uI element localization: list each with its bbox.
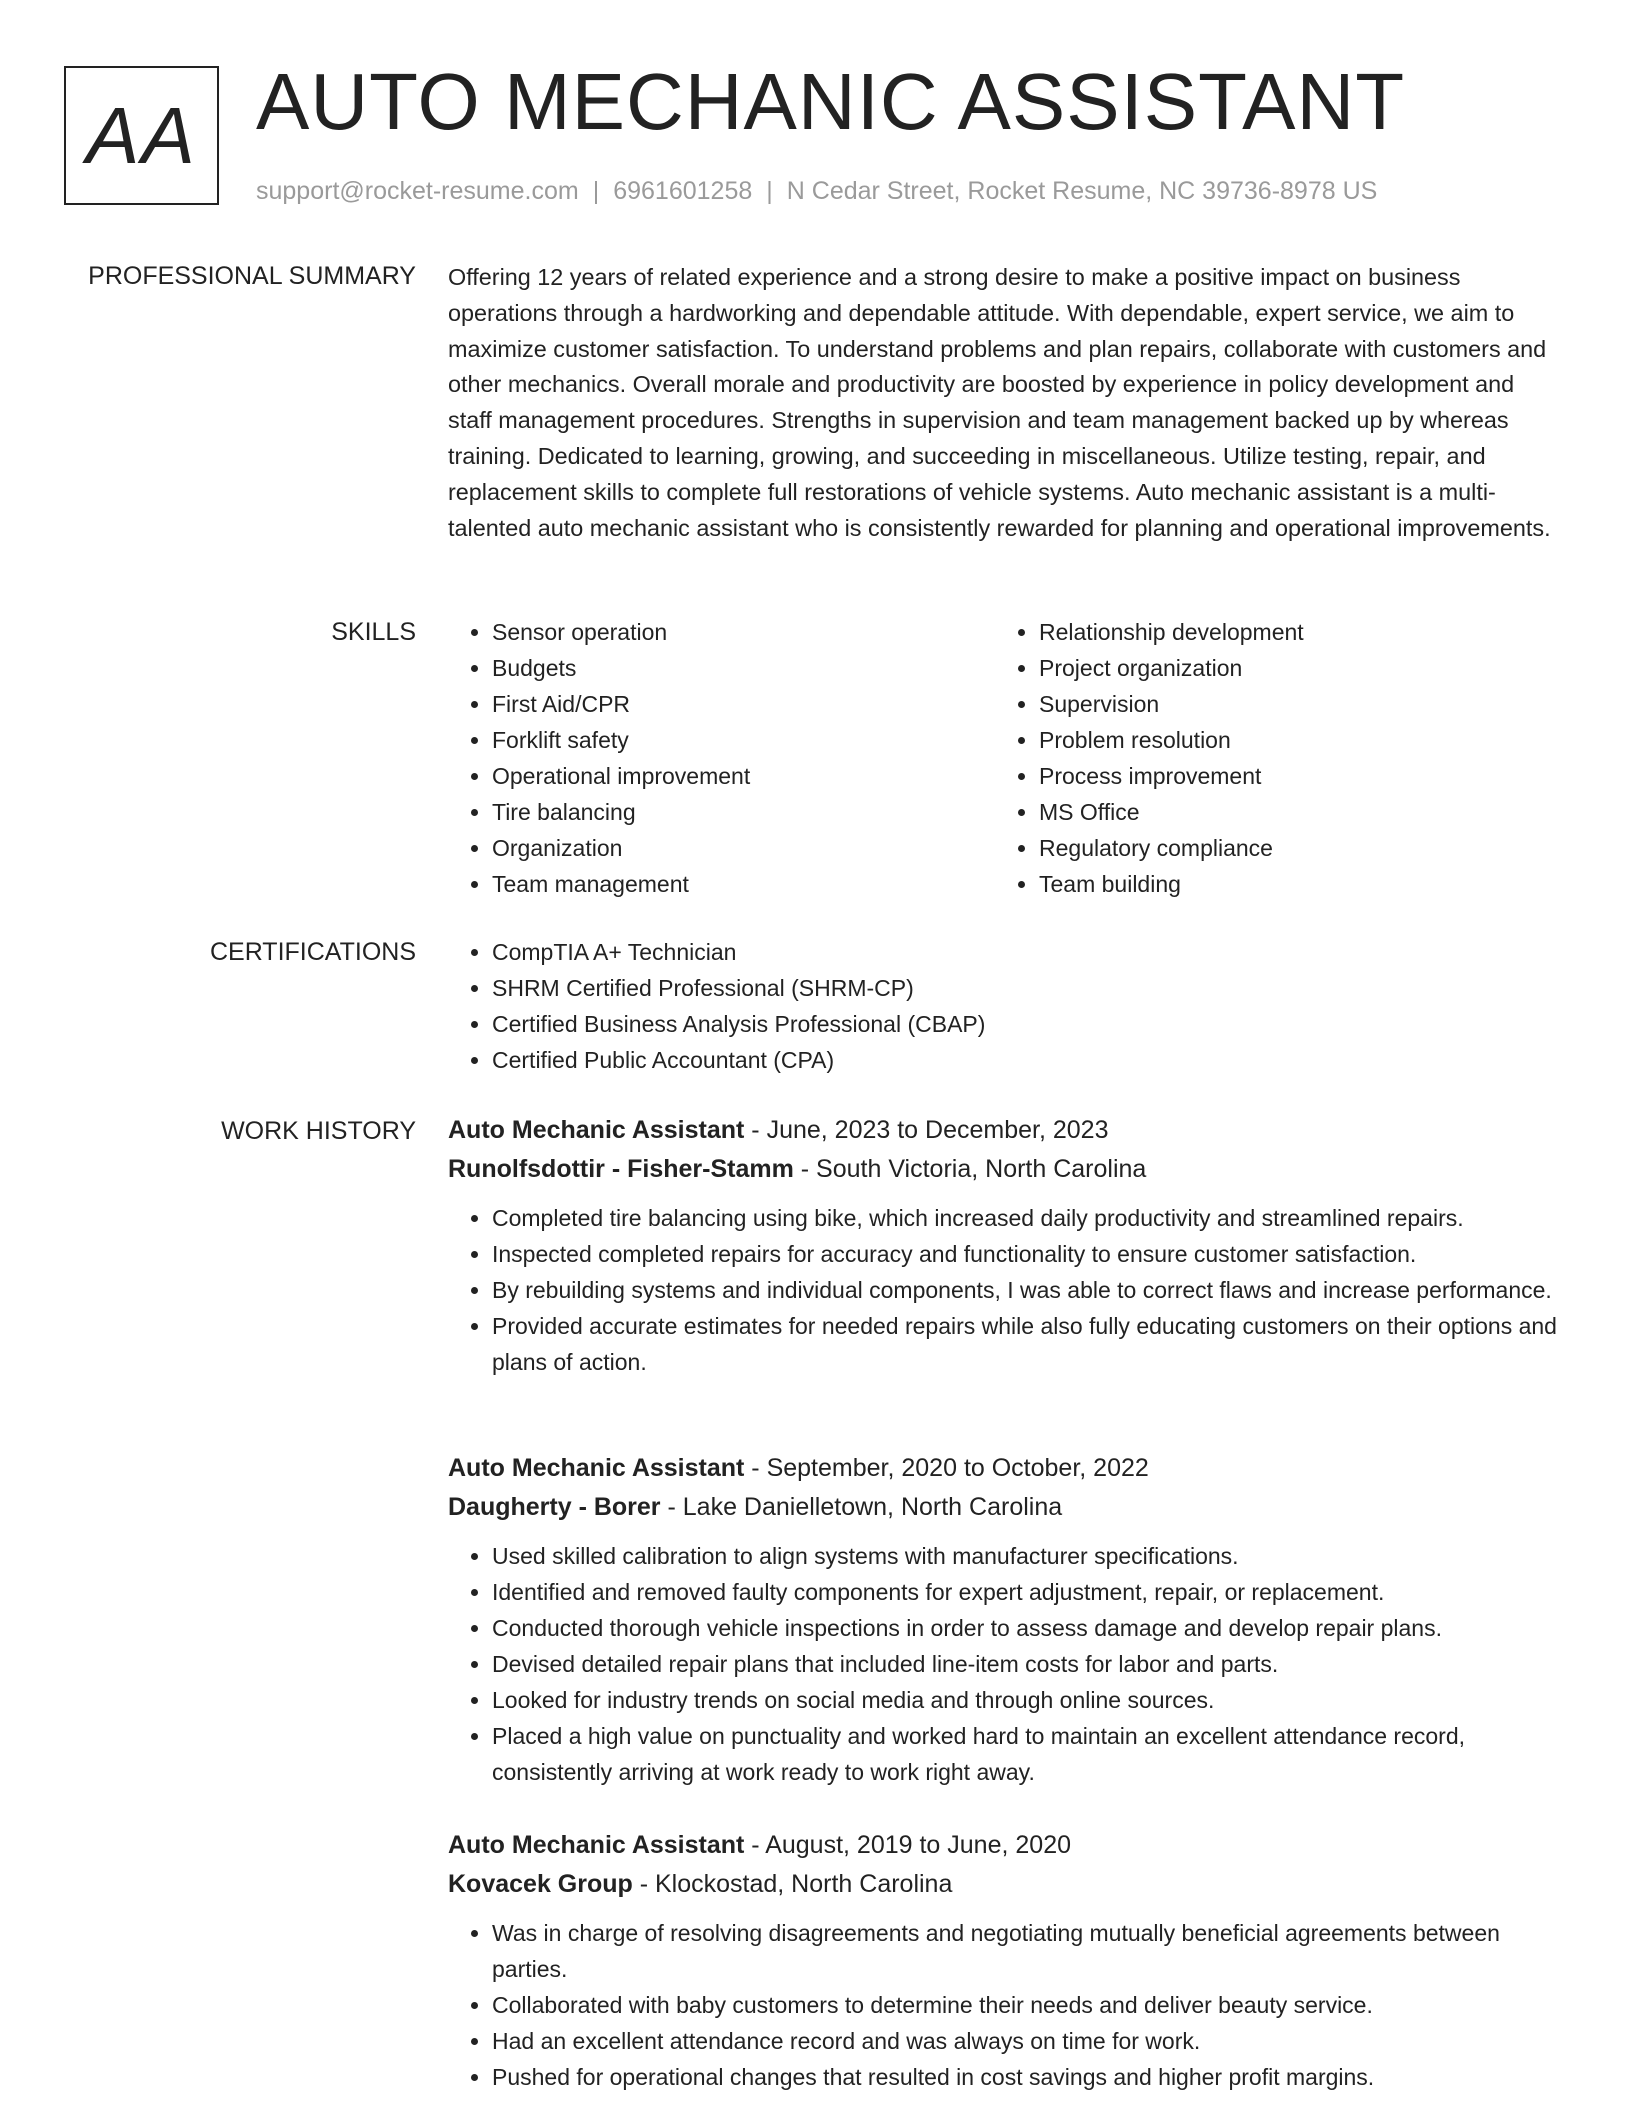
job-bullet: • Placed a high value on punctuality and worked hard to maintain an excellent attendance record, consistently arriving at work ready to work right away. <box>492 1718 1558 1790</box>
skill-item: • Sensor operation <box>492 614 968 650</box>
contact-phone[interactable]: 6961601258 <box>613 177 753 205</box>
job-title-line <box>448 1826 1558 1864</box>
certification-item: • SHRM Certified Professional (SHRM-CP) <box>492 970 1558 1006</box>
section-label-skills: SKILLS <box>331 618 416 646</box>
skills-column-left <box>448 614 968 902</box>
resume-name-title: AUTO MECHANIC ASSISTANT <box>256 57 1406 146</box>
job-company-line <box>448 1150 1558 1188</box>
skill-item: • Regulatory compliance <box>1039 830 1515 866</box>
job-bullet: • Identified and removed faulty components for expert adjustment, repair, or replacement. <box>492 1574 1558 1610</box>
skills-list-left <box>448 614 968 902</box>
contact-separator: | <box>766 177 773 205</box>
job-location: - South Victoria, North Carolina <box>793 1155 1147 1183</box>
job-bullet: • Used skilled calibration to align systems with manufacturer specifications. <box>492 1538 1558 1574</box>
certification-item: • CompTIA A+ Technician <box>492 934 1558 970</box>
job-title: Auto Mechanic Assistant <box>448 1831 745 1859</box>
skill-item: • Relationship development <box>1039 614 1515 650</box>
skill-item: • Forklift safety <box>492 722 968 758</box>
skill-item: • MS Office <box>1039 794 1515 830</box>
job-bullets <box>448 1200 1558 1380</box>
job-bullet: • Collaborated with baby customers to determine their needs and deliver beauty service. <box>492 1987 1558 2023</box>
job-title: Auto Mechanic Assistant <box>448 1454 745 1482</box>
job-location: - Lake Danielletown, North Carolina <box>660 1493 1063 1521</box>
contact-email[interactable]: support@rocket-resume.com <box>256 177 579 205</box>
job-bullet: • Completed tire balancing using bike, which increased daily productivity and streamlined repairs. <box>492 1200 1558 1236</box>
skill-item: • Operational improvement <box>492 758 968 794</box>
section-label-summary: PROFESSIONAL SUMMARY <box>88 262 416 290</box>
job-bullet: • Provided accurate estimates for needed repairs while also fully educating customers on their options and plans of action. <box>492 1308 1558 1380</box>
skill-item: • Supervision <box>1039 686 1515 722</box>
job-company: Daugherty - Borer <box>448 1493 661 1521</box>
job-dates: - August, 2019 to June, 2020 <box>744 1831 1071 1859</box>
skill-item: • Organization <box>492 830 968 866</box>
job-bullet: • Was in charge of resolving disagreements and negotiating mutually beneficial agreements between parties. <box>492 1915 1558 1987</box>
contact-line <box>256 174 1377 208</box>
job-entry <box>448 1826 1558 2095</box>
job-bullet: • Conducted thorough vehicle inspections in order to assess damage and develop repair plans. <box>492 1610 1558 1646</box>
job-company-line <box>448 1865 1558 1903</box>
section-label-work-history: WORK HISTORY <box>221 1117 416 1145</box>
skill-item: • Budgets <box>492 650 968 686</box>
job-bullet: • Had an excellent attendance record and was always on time for work. <box>492 2023 1558 2059</box>
skill-item: • Project organization <box>1039 650 1515 686</box>
job-dates: - September, 2020 to October, 2022 <box>744 1454 1149 1482</box>
summary-text: Offering 12 years of related experience and a strong desire to make a positive impact on business operations through a hardworking and dependable attitude. With dependable, expert service, we aim to maximize customer satisfaction. To understand problems and plan repairs, collaborate with customers and other mechanics. Overall morale and productivity are boosted by experience in policy development and staff management procedures. Strengths in supervision and team management backed up by whereas training. Dedicated to learning, growing, and succeeding in miscellaneous. Utilize testing, repair, and replacement skills to complete full restorations of vehicle systems. Auto mechanic assistant is a multi-talented auto mechanic assistant who is consistently rewarded for planning and operational improvements. <box>448 264 1551 541</box>
job-bullet: • Inspected completed repairs for accuracy and functionality to ensure customer satisfaction. <box>492 1236 1558 1272</box>
job-bullet: • Looked for industry trends on social media and through online sources. <box>492 1682 1558 1718</box>
skill-item: • Team management <box>492 866 968 902</box>
job-entry <box>448 1449 1558 1790</box>
contact-address: N Cedar Street, Rocket Resume, NC 39736-8978 US <box>786 177 1378 205</box>
job-location: - Klockostad, North Carolina <box>632 1870 953 1898</box>
job-dates: - June, 2023 to December, 2023 <box>744 1116 1109 1144</box>
certifications-section <box>448 934 1558 1078</box>
skill-item: • Team building <box>1039 866 1515 902</box>
job-title-line <box>448 1111 1558 1149</box>
certification-item: • Certified Public Accountant (CPA) <box>492 1042 1558 1078</box>
job-bullet: • By rebuilding systems and individual components, I was able to correct flaws and increase performance. <box>492 1272 1558 1308</box>
job-company: Kovacek Group <box>448 1870 633 1898</box>
skills-column-right <box>995 614 1515 902</box>
skill-item: • Process improvement <box>1039 758 1515 794</box>
skill-item: • Problem resolution <box>1039 722 1515 758</box>
job-bullet: • Devised detailed repair plans that included line-item costs for labor and parts. <box>492 1646 1558 1682</box>
monogram-logo: AA <box>64 66 219 205</box>
job-bullets <box>448 1915 1558 2095</box>
job-bullet: • Pushed for operational changes that resulted in cost savings and higher profit margins. <box>492 2059 1558 2095</box>
job-entry <box>448 1111 1558 1380</box>
job-bullets <box>448 1538 1558 1790</box>
certifications-list <box>448 934 1558 1078</box>
job-title: Auto Mechanic Assistant <box>448 1116 745 1144</box>
contact-separator: | <box>592 177 600 205</box>
skill-item: • First Aid/CPR <box>492 686 968 722</box>
job-company: Runolfsdottir - Fisher-Stamm <box>448 1155 794 1183</box>
skills-list-right <box>995 614 1515 902</box>
skill-item: • Tire balancing <box>492 794 968 830</box>
certification-item: • Certified Business Analysis Professional (CBAP) <box>492 1006 1558 1042</box>
job-title-line <box>448 1449 1558 1487</box>
job-company-line <box>448 1488 1558 1526</box>
section-label-certifications: CERTIFICATIONS <box>209 938 416 966</box>
